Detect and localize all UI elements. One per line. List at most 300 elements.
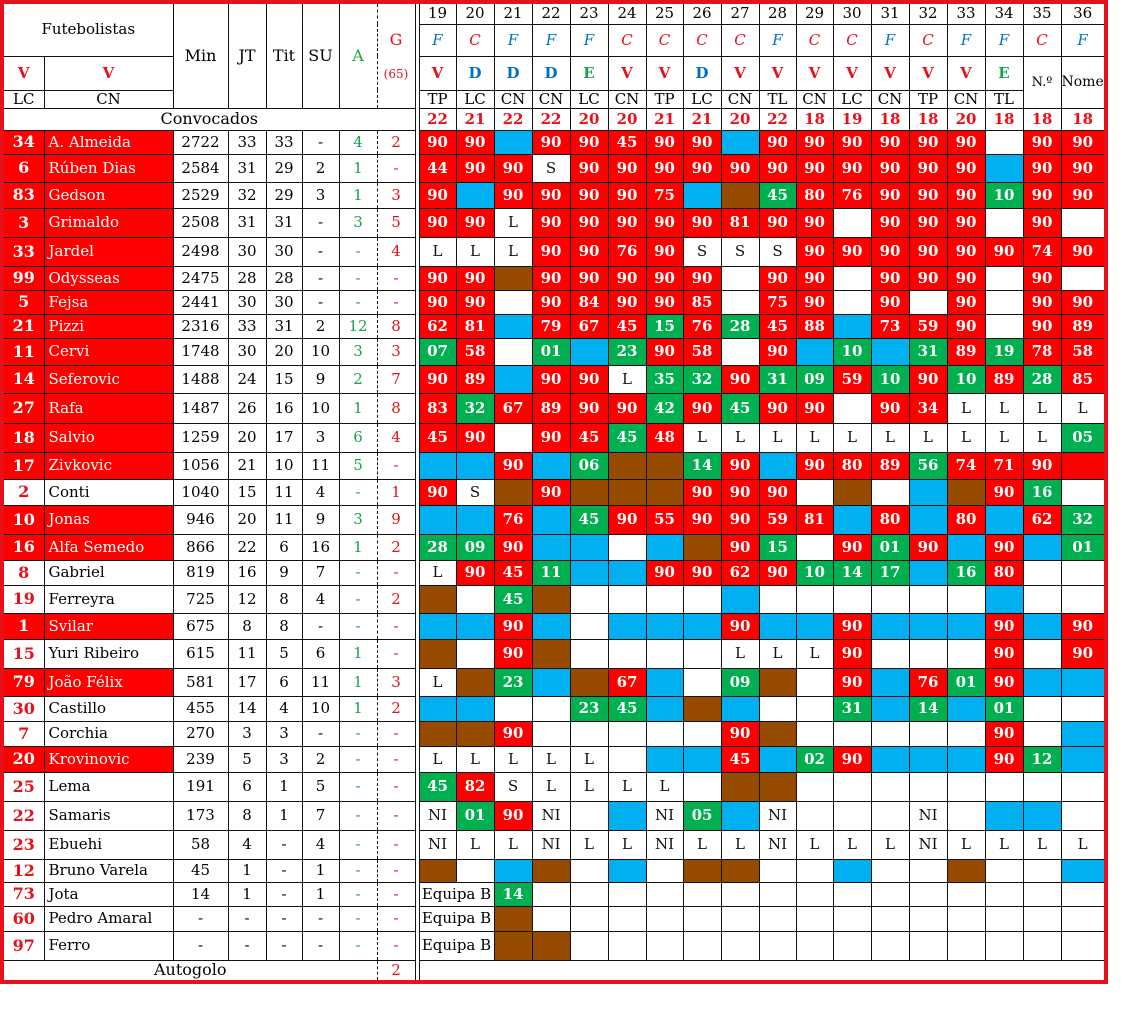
match-cell: 90 <box>419 130 456 154</box>
round-number: 27 <box>721 2 759 24</box>
match-cell <box>494 906 532 931</box>
player-row <box>2 613 1106 639</box>
player-row <box>2 534 1106 560</box>
player-number: 83 <box>2 182 44 208</box>
round-number: 36 <box>1061 2 1106 24</box>
match-cell: 45 <box>721 746 759 772</box>
match-cell <box>833 906 871 931</box>
match-cell <box>947 534 985 560</box>
player-jt: 3 <box>228 721 266 746</box>
venue-cell: C <box>833 24 871 56</box>
match-cell: NI <box>532 801 570 830</box>
player-name: Lema <box>44 772 173 801</box>
match-cell <box>721 338 759 365</box>
match-cell: 09 <box>796 365 833 393</box>
player-number: 99 <box>2 266 44 290</box>
convocados-count: 20 <box>608 108 646 130</box>
player-assists: - <box>339 613 377 639</box>
match-cell: 90 <box>456 130 494 154</box>
match-cell: L <box>833 423 871 452</box>
match-cell: 28 <box>721 314 759 338</box>
match-cell: 90 <box>833 237 871 266</box>
match-cell: 31 <box>759 365 796 393</box>
player-number: 15 <box>2 639 44 668</box>
competition-cell: CN <box>532 90 570 108</box>
player-tit: 16 <box>266 393 302 423</box>
match-cell: 90 <box>909 266 947 290</box>
player-jt: 8 <box>228 801 266 830</box>
match-cell: 90 <box>494 452 532 479</box>
player-su: - <box>302 290 339 314</box>
match-cell: 05 <box>1061 423 1106 452</box>
match-cell: 90 <box>871 393 909 423</box>
match-cell <box>646 882 683 906</box>
match-cell: 90 <box>570 130 608 154</box>
match-cell: 90 <box>947 208 985 237</box>
match-cell <box>646 696 683 721</box>
player-minutes: 14 <box>173 882 228 906</box>
match-cell: 14 <box>494 882 532 906</box>
match-cell <box>532 613 570 639</box>
match-cell: 90 <box>721 452 759 479</box>
match-cell: 90 <box>419 208 456 237</box>
match-cell: 45 <box>608 423 646 452</box>
match-cell: L <box>419 746 456 772</box>
match-cell <box>759 721 796 746</box>
player-row <box>2 182 1106 208</box>
match-cell: L <box>1061 830 1106 859</box>
match-cell: 48 <box>646 423 683 452</box>
result-cell: V <box>646 56 683 90</box>
player-jt: 30 <box>228 237 266 266</box>
match-cell <box>532 505 570 534</box>
player-tit: 11 <box>266 505 302 534</box>
match-cell <box>608 931 646 960</box>
player-tit: - <box>266 931 302 960</box>
player-name: A. Almeida <box>44 130 173 154</box>
match-cell: 90 <box>532 479 570 505</box>
venue-cell: F <box>759 24 796 56</box>
match-cell: 90 <box>683 393 721 423</box>
match-cell: 11 <box>532 560 570 585</box>
match-cell: 75 <box>759 290 796 314</box>
venue-cell: C <box>608 24 646 56</box>
match-cell <box>646 859 683 882</box>
match-cell <box>419 859 456 882</box>
match-cell: 90 <box>608 290 646 314</box>
match-cell: 90 <box>909 365 947 393</box>
player-number: 8 <box>2 560 44 585</box>
player-name: Svilar <box>44 613 173 639</box>
match-cell <box>985 801 1023 830</box>
match-cell: 90 <box>683 154 721 182</box>
player-goals: 3 <box>377 668 415 696</box>
venue-cell: F <box>494 24 532 56</box>
match-cell <box>608 560 646 585</box>
match-cell <box>759 859 796 882</box>
player-goals: 3 <box>377 182 415 208</box>
player-goals: - <box>377 266 415 290</box>
convocados-count: 18 <box>796 108 833 130</box>
player-jt: 15 <box>228 479 266 505</box>
match-cell: NI <box>532 830 570 859</box>
round-number: 29 <box>796 2 833 24</box>
match-cell <box>494 479 532 505</box>
convocados-count: 20 <box>570 108 608 130</box>
match-cell: 90 <box>721 613 759 639</box>
match-cell <box>570 906 608 931</box>
player-goals: - <box>377 801 415 830</box>
match-cell: 89 <box>985 365 1023 393</box>
match-cell: 67 <box>608 668 646 696</box>
match-cell <box>1061 668 1106 696</box>
player-number: 11 <box>2 338 44 365</box>
player-su: 3 <box>302 423 339 452</box>
match-cell <box>1023 696 1061 721</box>
match-cell: 75 <box>646 182 683 208</box>
match-cell: L <box>985 830 1023 859</box>
player-minutes: 1056 <box>173 452 228 479</box>
player-name: Jonas <box>44 505 173 534</box>
match-cell <box>1061 585 1106 613</box>
player-su: 2 <box>302 154 339 182</box>
match-cell: 90 <box>494 801 532 830</box>
competition-cell: LC <box>683 90 721 108</box>
match-cell: 90 <box>833 746 871 772</box>
match-cell: 90 <box>796 130 833 154</box>
match-cell: 90 <box>456 208 494 237</box>
match-cell: 90 <box>1061 182 1106 208</box>
match-cell <box>909 613 947 639</box>
goals-label: G <box>389 29 403 49</box>
venue-cell: F <box>419 24 456 56</box>
player-tit: 31 <box>266 208 302 237</box>
player-tit: 30 <box>266 290 302 314</box>
player-tit: 6 <box>266 668 302 696</box>
match-cell <box>1023 613 1061 639</box>
match-cell: 12 <box>1023 746 1061 772</box>
match-cell: 90 <box>985 668 1023 696</box>
match-cell: 90 <box>985 721 1023 746</box>
match-cell <box>909 560 947 585</box>
player-su: 10 <box>302 338 339 365</box>
player-number: 27 <box>2 393 44 423</box>
match-cell: 90 <box>494 613 532 639</box>
match-cell: 14 <box>683 452 721 479</box>
match-cell: 90 <box>456 423 494 452</box>
player-tit: 28 <box>266 266 302 290</box>
match-cell: L <box>1023 423 1061 452</box>
equipa-b-note: Equipa B <box>419 906 494 931</box>
player-minutes: 819 <box>173 560 228 585</box>
match-cell <box>947 772 985 801</box>
match-cell <box>833 882 871 906</box>
match-cell: 90 <box>1023 266 1061 290</box>
player-tit: 5 <box>266 639 302 668</box>
match-cell <box>532 931 570 960</box>
player-su: 7 <box>302 801 339 830</box>
match-cell: L <box>419 668 456 696</box>
player-assists: 3 <box>339 505 377 534</box>
player-row <box>2 452 1106 479</box>
match-cell: 85 <box>683 290 721 314</box>
match-cell: 10 <box>833 338 871 365</box>
match-cell: 01 <box>456 801 494 830</box>
match-cell <box>570 613 608 639</box>
match-cell: 90 <box>1061 130 1106 154</box>
player-assists: 3 <box>339 338 377 365</box>
match-cell <box>608 613 646 639</box>
round-number: 21 <box>494 2 532 24</box>
match-cell <box>985 772 1023 801</box>
match-cell <box>570 882 608 906</box>
match-cell: 90 <box>1023 130 1061 154</box>
match-cell <box>532 882 570 906</box>
match-cell: 01 <box>985 696 1023 721</box>
player-jt: 32 <box>228 182 266 208</box>
player-jt: 22 <box>228 534 266 560</box>
match-cell <box>608 534 646 560</box>
player-minutes: 1259 <box>173 423 228 452</box>
player-su: - <box>302 931 339 960</box>
match-cell <box>721 859 759 882</box>
match-cell <box>1061 931 1106 960</box>
match-cell: 90 <box>570 365 608 393</box>
match-cell: 90 <box>419 479 456 505</box>
match-cell <box>909 882 947 906</box>
match-cell <box>759 772 796 801</box>
match-cell: 90 <box>871 130 909 154</box>
match-cell <box>456 452 494 479</box>
player-row <box>2 696 1106 721</box>
match-cell: 02 <box>796 746 833 772</box>
match-cell: 90 <box>796 290 833 314</box>
header-row-competition <box>2 90 1106 108</box>
match-cell <box>683 668 721 696</box>
round-number: 35 <box>1023 2 1061 24</box>
match-cell: L <box>494 830 532 859</box>
player-name: Yuri Ribeiro <box>44 639 173 668</box>
result-cell: V <box>759 56 796 90</box>
player-row <box>2 668 1106 696</box>
player-goals: - <box>377 154 415 182</box>
player-goals: - <box>377 721 415 746</box>
match-cell: 09 <box>721 668 759 696</box>
player-name: João Félix <box>44 668 173 696</box>
match-cell: 90 <box>871 182 909 208</box>
match-cell <box>419 696 456 721</box>
player-su: 4 <box>302 479 339 505</box>
match-cell: 90 <box>570 393 608 423</box>
match-cell <box>532 585 570 613</box>
result-cell: V <box>2 56 44 90</box>
match-cell <box>570 931 608 960</box>
match-cell: 67 <box>494 393 532 423</box>
player-name: Jardel <box>44 237 173 266</box>
match-cell: L <box>683 423 721 452</box>
match-cell: 45 <box>608 314 646 338</box>
match-cell <box>1061 208 1106 237</box>
player-number: 7 <box>2 721 44 746</box>
match-cell: 14 <box>909 696 947 721</box>
player-minutes: - <box>173 931 228 960</box>
player-number: 97 <box>2 931 44 960</box>
match-cell: L <box>909 423 947 452</box>
match-cell <box>796 613 833 639</box>
match-cell: L <box>683 830 721 859</box>
round-number: 20 <box>456 2 494 24</box>
player-row <box>2 266 1106 290</box>
player-su: - <box>302 208 339 237</box>
match-cell: 90 <box>796 266 833 290</box>
match-cell: 90 <box>985 237 1023 266</box>
match-cell <box>683 859 721 882</box>
match-cell: 90 <box>759 479 796 505</box>
player-number: 25 <box>2 772 44 801</box>
match-cell: S <box>759 237 796 266</box>
player-number: 6 <box>2 154 44 182</box>
autogolo-value: 2 <box>377 960 415 982</box>
match-cell <box>1061 859 1106 882</box>
match-cell <box>683 613 721 639</box>
match-cell: 90 <box>947 182 985 208</box>
player-row <box>2 290 1106 314</box>
match-cell: L <box>721 639 759 668</box>
match-cell: 90 <box>985 639 1023 668</box>
player-jt: 4 <box>228 830 266 859</box>
player-goals: 3 <box>377 338 415 365</box>
player-su: 4 <box>302 585 339 613</box>
match-cell: 90 <box>796 208 833 237</box>
match-cell <box>1061 772 1106 801</box>
match-cell <box>419 613 456 639</box>
player-assists: 12 <box>339 314 377 338</box>
match-cell: 58 <box>683 338 721 365</box>
player-minutes: 581 <box>173 668 228 696</box>
player-row <box>2 154 1106 182</box>
match-cell <box>947 906 985 931</box>
match-cell: 90 <box>1023 154 1061 182</box>
match-cell: L <box>419 237 456 266</box>
goals-header <box>377 2 415 108</box>
match-cell <box>871 859 909 882</box>
player-number: 22 <box>2 801 44 830</box>
match-cell: L <box>947 423 985 452</box>
match-cell: 90 <box>947 154 985 182</box>
match-cell: 23 <box>494 668 532 696</box>
result-cell: V <box>419 56 456 90</box>
player-jt: 21 <box>228 452 266 479</box>
player-row <box>2 423 1106 452</box>
player-assists: - <box>339 585 377 613</box>
match-cell <box>1061 721 1106 746</box>
match-cell: 90 <box>871 266 909 290</box>
venue-cell: C <box>909 24 947 56</box>
player-name: Pizzi <box>44 314 173 338</box>
player-jt: 30 <box>228 338 266 365</box>
players-header: Futebolistas <box>2 2 173 56</box>
match-cell: 10 <box>985 182 1023 208</box>
player-jt: 17 <box>228 668 266 696</box>
player-row <box>2 560 1106 585</box>
player-row <box>2 882 1106 906</box>
match-cell <box>608 906 646 931</box>
player-row <box>2 746 1106 772</box>
match-cell: 90 <box>608 182 646 208</box>
player-number: 79 <box>2 668 44 696</box>
match-cell <box>646 452 683 479</box>
player-goals: 2 <box>377 130 415 154</box>
match-cell: 90 <box>532 290 570 314</box>
match-cell <box>721 266 759 290</box>
match-cell: L <box>947 830 985 859</box>
player-goals: 4 <box>377 423 415 452</box>
player-jt: 20 <box>228 423 266 452</box>
player-number: 34 <box>2 130 44 154</box>
convocados-count: 22 <box>532 108 570 130</box>
match-cell: 90 <box>419 290 456 314</box>
match-cell: 90 <box>721 479 759 505</box>
match-cell: L <box>759 639 796 668</box>
player-name: Corchia <box>44 721 173 746</box>
match-cell: 89 <box>456 365 494 393</box>
match-cell <box>494 696 532 721</box>
match-cell <box>909 505 947 534</box>
match-cell <box>683 772 721 801</box>
match-cell <box>494 130 532 154</box>
competition-cell: CN <box>796 90 833 108</box>
player-tit: 29 <box>266 182 302 208</box>
player-row <box>2 830 1106 859</box>
match-cell <box>494 423 532 452</box>
match-cell: 90 <box>985 534 1023 560</box>
venue-cell: F <box>1061 24 1106 56</box>
player-tit: 30 <box>266 237 302 266</box>
match-cell: 90 <box>721 505 759 534</box>
match-cell: 90 <box>833 668 871 696</box>
player-goals: - <box>377 859 415 882</box>
match-cell: 90 <box>909 534 947 560</box>
player-row <box>2 931 1106 960</box>
result-cell: V <box>796 56 833 90</box>
match-cell <box>646 746 683 772</box>
player-row <box>2 338 1106 365</box>
min-header: Min <box>173 2 228 108</box>
result-cell: V <box>909 56 947 90</box>
match-cell: 81 <box>796 505 833 534</box>
player-assists: - <box>339 290 377 314</box>
match-cell <box>833 290 871 314</box>
match-cell <box>532 639 570 668</box>
match-cell: NI <box>909 830 947 859</box>
match-cell <box>646 585 683 613</box>
match-cell: 90 <box>909 130 947 154</box>
match-cell: 31 <box>833 696 871 721</box>
match-cell: 23 <box>608 338 646 365</box>
player-name: Bruno Varela <box>44 859 173 882</box>
player-goals: - <box>377 906 415 931</box>
match-cell <box>1061 882 1106 906</box>
match-cell: 90 <box>646 154 683 182</box>
player-su: 9 <box>302 505 339 534</box>
player-jt: 11 <box>228 639 266 668</box>
match-cell: 17 <box>871 560 909 585</box>
match-cell <box>796 931 833 960</box>
match-cell <box>796 721 833 746</box>
match-cell: 90 <box>871 237 909 266</box>
match-cell: 90 <box>646 560 683 585</box>
match-cell: 55 <box>646 505 683 534</box>
